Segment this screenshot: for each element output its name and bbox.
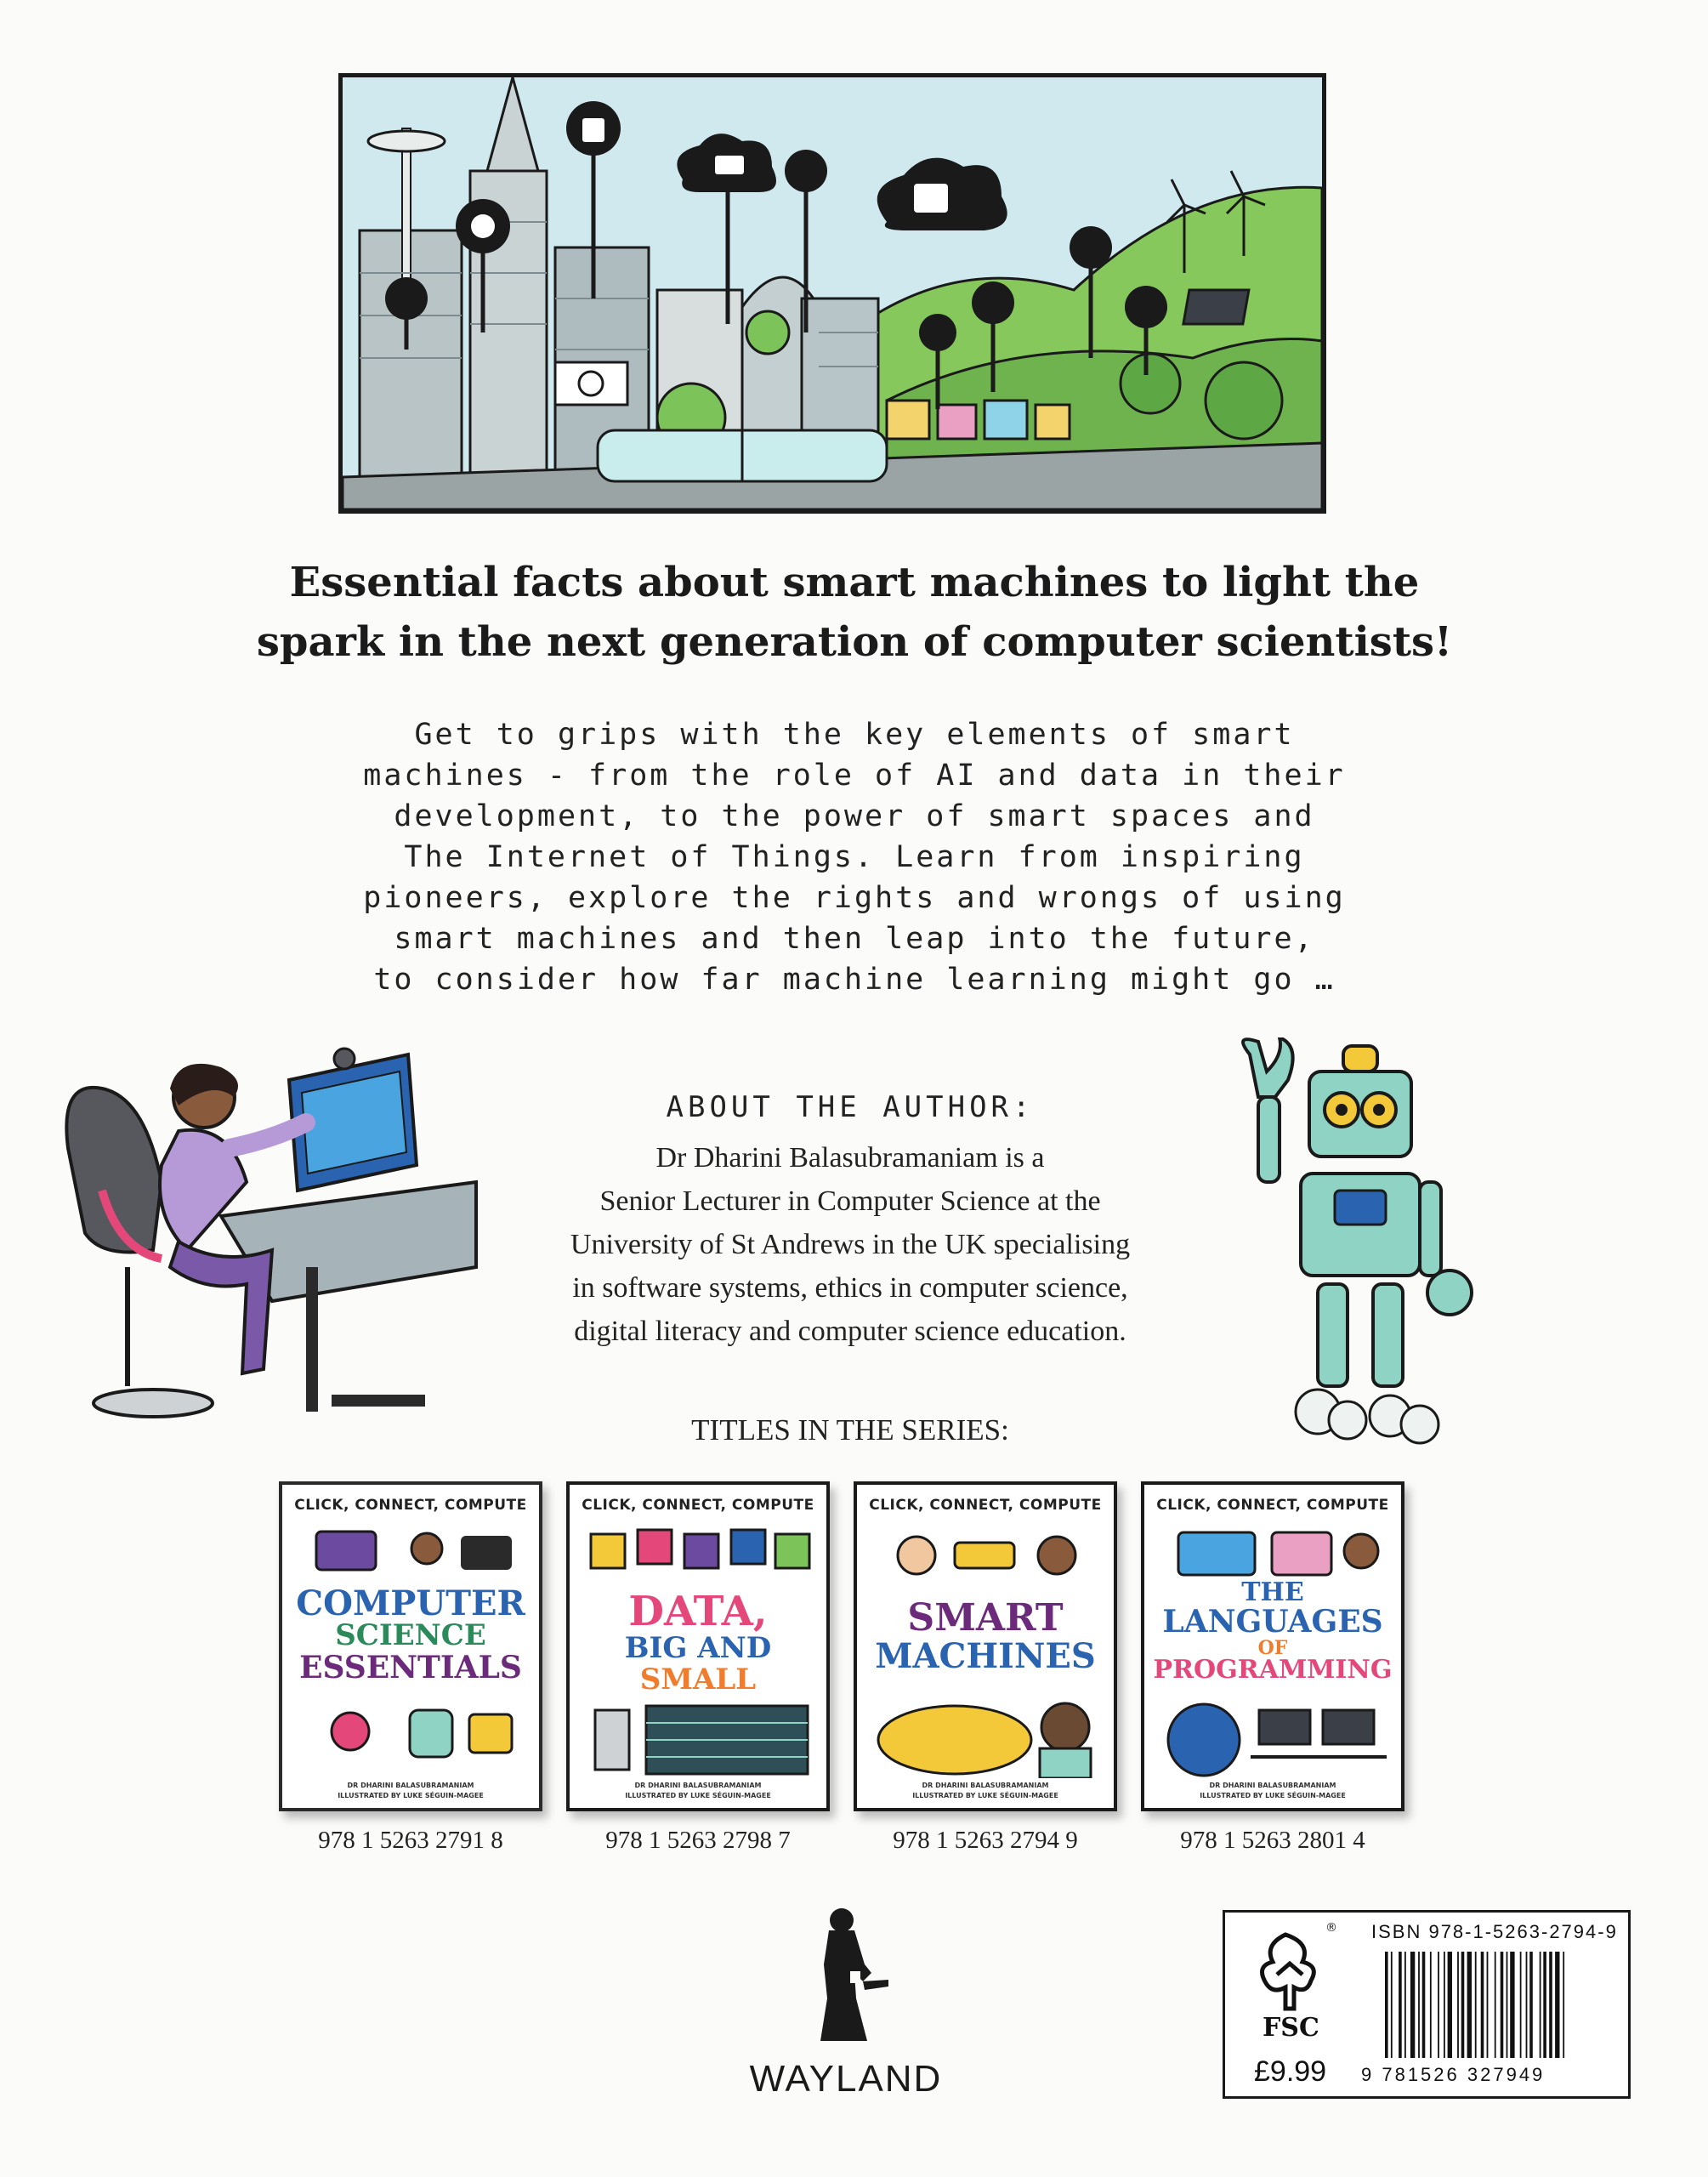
book-title-line: PROGRAMMING (1153, 1655, 1393, 1685)
book-author: DR DHARINI BALASUBRAMANIAM (634, 1782, 762, 1789)
book-title-line: OF (1257, 1637, 1288, 1659)
fsc-tree-icon (1247, 1928, 1324, 2013)
book-isbn: 978 1 5263 2791 8 (318, 1827, 503, 1854)
author-bio-line: digital literacy and computer science education. (574, 1316, 1126, 1347)
publisher-name: WAYLAND (749, 2058, 943, 2100)
isbn-text: ISBN 978-1-5263-2794-9 (1371, 1921, 1618, 1942)
cover-art (299, 1527, 529, 1578)
blurb-line: to consider how far machine learning might go … (373, 963, 1336, 997)
book-author: DR DHARINI BALASUBRAMANIAM (1209, 1782, 1336, 1789)
cover-art (587, 1702, 816, 1778)
cover-art (1157, 1693, 1395, 1778)
book-isbn: 978 1 5263 2794 9 (893, 1827, 1078, 1854)
book-title-line: SMART (907, 1596, 1064, 1640)
book-illustrator: ILLUSTRATED BY LUKE SÉGUIN-MAGEE (338, 1792, 484, 1799)
book-isbn: 978 1 5263 2801 4 (1180, 1827, 1365, 1854)
book-illustrator: ILLUSTRATED BY LUKE SÉGUIN-MAGEE (1200, 1792, 1346, 1799)
book-cover-smart-machines[interactable] (854, 1481, 1117, 1811)
book-title-line: SMALL (639, 1663, 757, 1697)
series-heading: TITLES IN THE SERIES: (691, 1413, 1009, 1447)
barcode-box (1223, 1910, 1631, 2099)
book-illustrator: ILLUSTRATED BY LUKE SÉGUIN-MAGEE (625, 1792, 771, 1799)
book-author: DR DHARINI BALASUBRAMANIAM (922, 1782, 1049, 1789)
registered-mark: ® (1325, 1921, 1337, 1935)
wayland-logo-icon (803, 1905, 897, 2049)
series-name: CLICK, CONNECT, COMPUTE (1156, 1497, 1389, 1514)
book-isbn: 978 1 5263 2798 7 (605, 1827, 791, 1854)
blurb-line: pioneers, explore the rights and wrongs of using (363, 881, 1346, 915)
author-bio (476, 1136, 1224, 1353)
blurb-line: smart machines and then leap into the future, (394, 922, 1315, 956)
fsc-label: FSC (1263, 2013, 1319, 2043)
book-author: DR DHARINI BALASUBRAMANIAM (347, 1782, 474, 1789)
cover-art (870, 1693, 1108, 1778)
hero-illustration (338, 73, 1326, 514)
cover-art (874, 1526, 1104, 1594)
author-bio-line: University of St Andrews in the UK specialising (570, 1229, 1131, 1260)
book-blurb (315, 714, 1394, 1000)
series-name: CLICK, CONNECT, COMPUTE (869, 1497, 1102, 1514)
book-title-line: BIG AND (624, 1631, 772, 1665)
cover-art (299, 1697, 529, 1774)
tagline (255, 553, 1454, 672)
blurb-line: machines - from the role of AI and data in their (363, 759, 1346, 793)
tagline-line-1: Essential facts about smart machines to light the (289, 559, 1420, 606)
book-title-line: ESSENTIALS (299, 1650, 522, 1685)
author-bio-line: in software systems, ethics in computer science, (572, 1272, 1128, 1304)
blurb-line: development, to the power of smart spaces and (394, 799, 1315, 833)
book-title-line: SCIENCE (335, 1618, 486, 1652)
author-bio-line: Senior Lecturer in Computer Science at the (599, 1185, 1101, 1217)
about-author-heading: ABOUT THE AUTHOR: (666, 1090, 1035, 1124)
book-title-line: COMPUTER (296, 1583, 525, 1623)
book-title-line: LANGUAGES (1162, 1604, 1383, 1640)
barcode (1383, 1952, 1613, 2062)
robot-illustration (1207, 1037, 1496, 1454)
book-title-line: THE (1241, 1577, 1304, 1607)
series-name: CLICK, CONNECT, COMPUTE (294, 1497, 527, 1514)
book-cover-data-big-and-small[interactable] (566, 1481, 830, 1811)
book-cover-computer-science-essentials[interactable] (279, 1481, 542, 1811)
author-bio-line: Dr Dharini Balasubramaniam is a (655, 1142, 1045, 1174)
barcode-digits: 9 781526 327949 (1361, 2064, 1546, 2085)
girl-at-computer-illustration (51, 1046, 485, 1437)
cover-art (587, 1526, 816, 1594)
book-title-line: MACHINES (875, 1636, 1096, 1676)
blurb-line: Get to grips with the key elements of smart (414, 718, 1295, 752)
tagline-line-2: spark in the next generation of computer scientists! (256, 618, 1453, 666)
book-cover-the-languages-of-programming[interactable] (1141, 1481, 1404, 1811)
series-name: CLICK, CONNECT, COMPUTE (582, 1497, 814, 1514)
price: £9.99 (1254, 2055, 1327, 2088)
book-illustrator: ILLUSTRATED BY LUKE SÉGUIN-MAGEE (912, 1792, 1058, 1799)
blurb-line: The Internet of Things. Learn from inspiring (404, 840, 1305, 874)
cover-art (1161, 1526, 1391, 1581)
book-title-line: DATA, (628, 1588, 768, 1635)
